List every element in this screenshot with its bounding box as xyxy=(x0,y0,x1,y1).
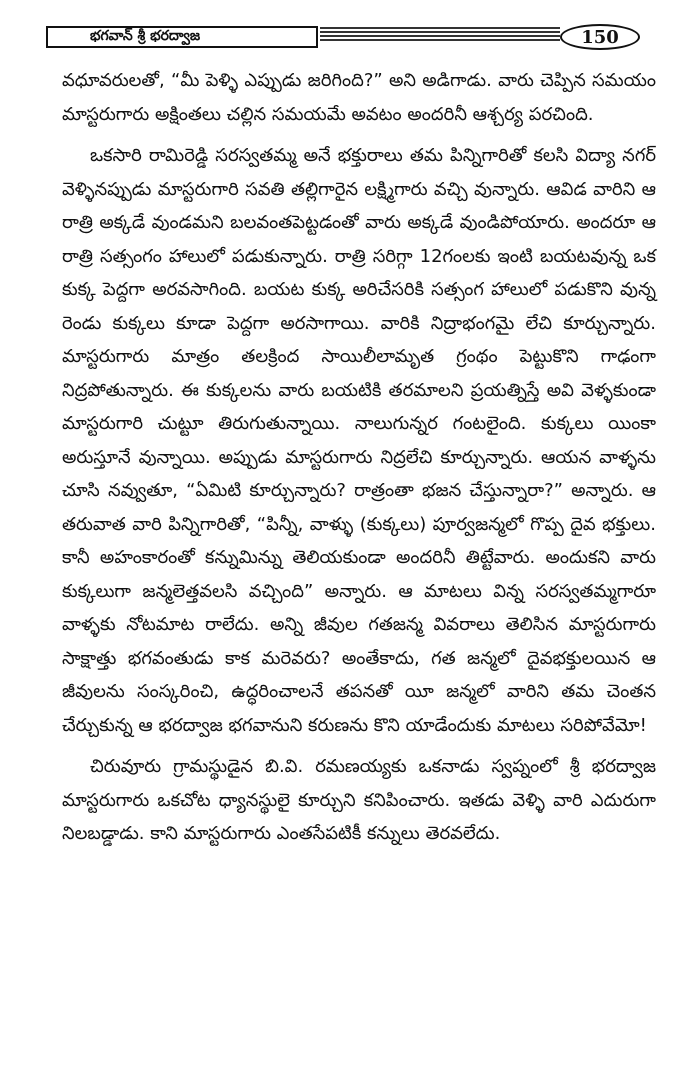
paragraph: ఒకసారి రామిరెడ్డి సరస్వతమ్మ అనే భక్తురాలు తమ పిన్నిగారితో కలసి విద్యా నగర్ వెళ్ళినప్పుడు మాస్టరుగారి సవతి తల్లిగారైన లక్ష్మిగారు వచ్చి వున్నారు. ఆవిడ వారిని ఆ రాత్రి అక్కడే వుండమని బలవంతపెట్టడంతో వారు అక్కడే వుండిపోయారు. అందరూ ఆ రాత్రి సత్సంగం హాలులో పడుకున్నారు. రాత్రి సరిగ్గా 12గంలకు ఇంటి బయటవున్న ఒక కుక్క పెద్దగా అరవసాగింది. బయట కుక్క అరిచేసరికి సత్సంగ హాలులో పడుకొని వున్న రెండు కుక్కలు కూడా పెద్దగా అరసాగాయి. వారికి నిద్రాభంగమై లేచి కూర్చున్నారు. మాస్టరుగారు మాత్రం తలక్రింద సాయిలీలామృత గ్రంథం పెట్టుకొని గాఢంగా నిద్రపోతున్నారు. ఈ కుక్కలను వారు బయటికి తరమాలని ప్రయత్నిస్తే అవి వెళ్ళకుండా మాస్టరుగారి చుట్టూ తిరుగుతున్నాయి. నాలుగున్నర గంటలైంది. కుక్కలు యింకా అరుస్తూనే వున్నాయి. అప్పుడు మాస్టరుగారు నిద్రలేచి కూర్చున్నారు. ఆయన వాళ్ళను చూసి నవ్వుతూ, “ఏమిటి కూర్చున్నారు? రాత్రంతా భజన చేస్తున్నారా?” అన్నారు. ఆ తరువాత వారి పిన్నిగారితో, “పిన్నీ, వాళ్ళు (కుక్కలు) పూర్వజన్మలో గొప్ప దైవ భక్తులు. కానీ అహంకారంతో కన్నుమిన్ను తెలియకుండా అందరినీ తిట్టేవారు. అందుకని వారు కుక్కలుగా జన్మలెత్తవలసి వచ్చింది” అన్నారు. ఆ మాటలు విన్న సరస్వతమ్మగారూ వాళ్ళకు నోటమాట రాలేదు. అన్ని జీవుల గతజన్మ వివరాలు తెలిసిన మాస్టరుగారు సాక్షాత్తు భగవంతుడు కాక మరెవరు? అంతేకాదు, గత జన్మలో దైవభక్తులయిన ఆ జీవులను సంస్కరించి, ఉద్ధరించాలనే తపనతో యీ జన్మలో వారిని తమ చెంతన చేర్చుకున్న ఆ భరద్వాజ భగవానుని కరుణను కొని యాడేందుకు మాటలు సరిపోవేమో! xyxy=(62,145,656,736)
page-number: 150 xyxy=(560,24,640,50)
body-text xyxy=(62,64,656,859)
page-header xyxy=(46,24,642,54)
header-rules xyxy=(320,27,560,47)
paragraph: వధూవరులతో, “మీ పెళ్ళి ఎప్పుడు జరిగింది?” అని అడిగాడు. వారు చెప్పిన సమయం మాస్టరుగారు అక్షింతలు చల్లిన సమయమే అవటం అందరినీ ఆశ్చర్య పరచింది. xyxy=(62,70,656,125)
paragraph: చిరువూరు గ్రామస్థుడైన బి.వి. రమణయ్యకు ఒకనాడు స్వప్నంలో శ్రీ భరద్వాజ మాస్టరుగారు ఒకచోట ధ్యానస్థులై కూర్చుని కనిపించారు. ఇతడు వెళ్ళి వారి ఎదురుగా నిలబడ్డాడు. కాని మాస్టరుగారు ఎంతసేపటికీ కన్నులు తెరవలేదు. xyxy=(62,756,656,844)
running-title: భగవాన్ శ్రీ భరద్వాజ xyxy=(46,26,318,48)
